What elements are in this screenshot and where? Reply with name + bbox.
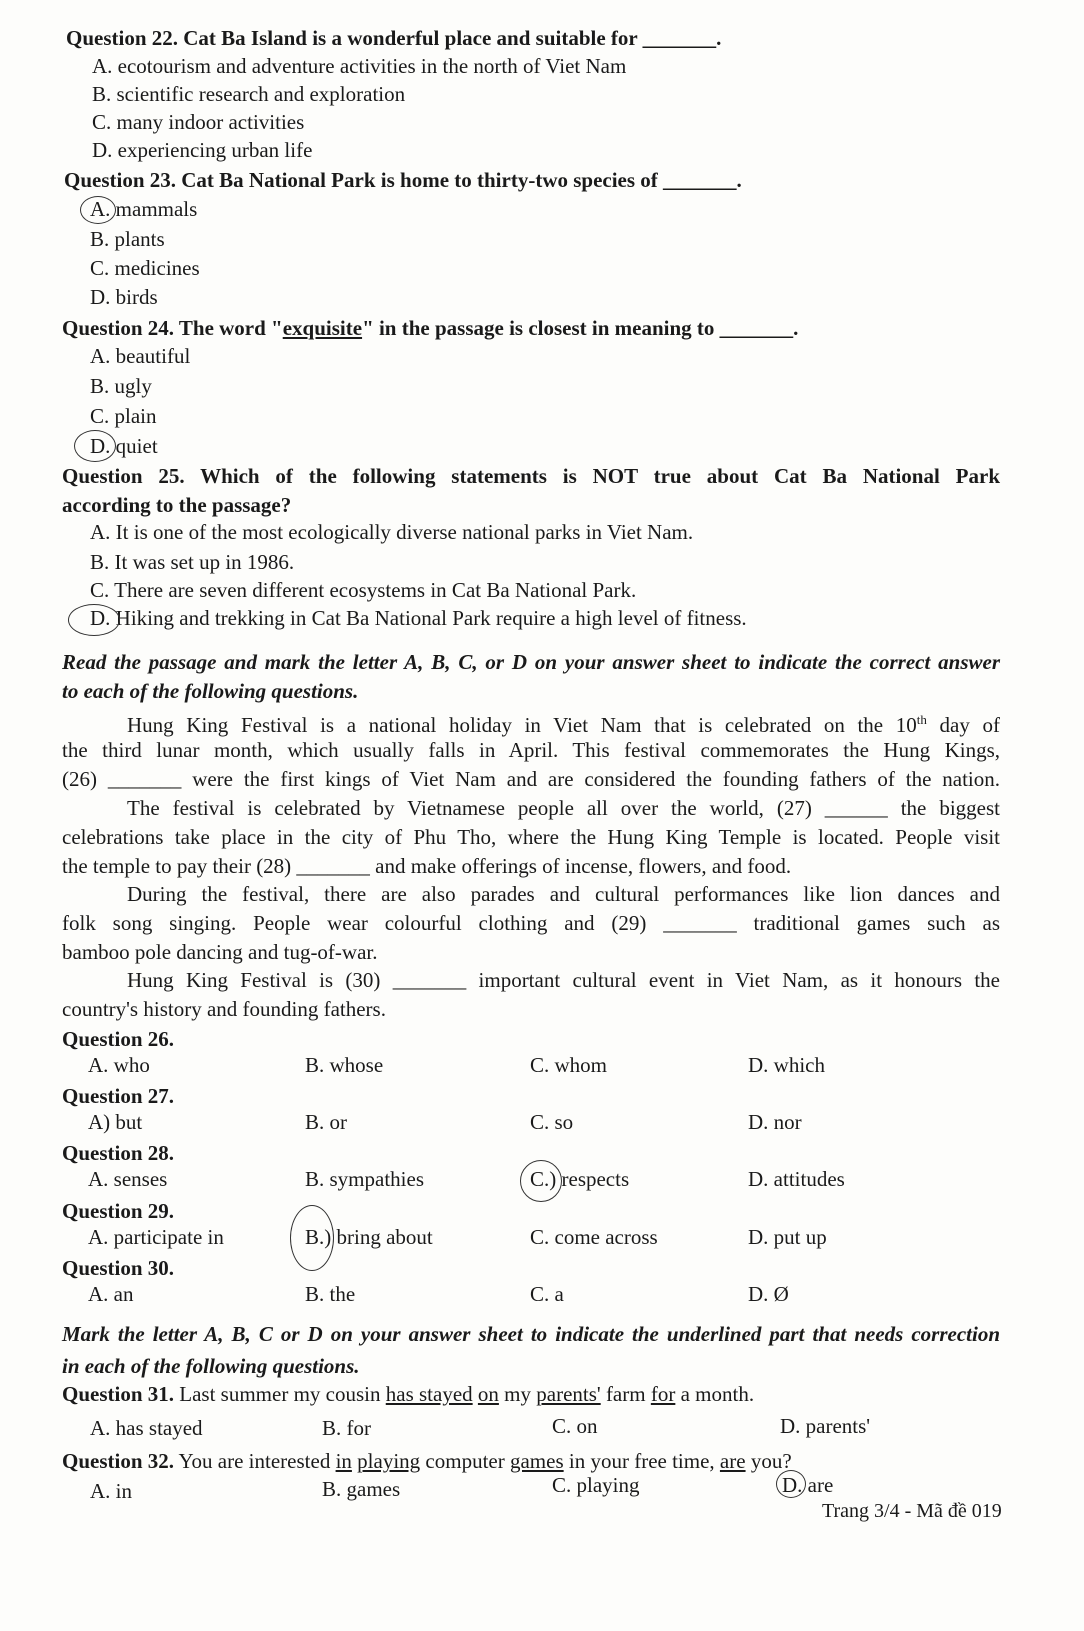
- passage-line: bamboo pole dancing and tug-of-war.: [62, 940, 378, 964]
- pen-circle-mark: [74, 430, 116, 462]
- question-24: Question 24. The word "exquisite" in the passage is closest in meaning to _______.: [62, 316, 799, 340]
- option: B. for: [322, 1416, 371, 1440]
- question-29: Question 29.: [62, 1199, 175, 1223]
- option: D. attitudes: [748, 1167, 845, 1191]
- pen-circle-mark: [80, 196, 116, 224]
- option: A. has stayed: [90, 1416, 203, 1440]
- option: B. plants: [90, 227, 165, 251]
- option: C.) respects: [530, 1167, 630, 1191]
- option: A. who: [88, 1053, 150, 1077]
- passage-line: the temple to pay their (28) _______ and make offerings of incense, flowers, and food.: [62, 854, 792, 878]
- question-26: Question 26.: [62, 1027, 175, 1051]
- option: A. in: [90, 1479, 132, 1503]
- passage-line: Hung King Festival is (30) _______ important cultural event in Viet Nam, as it honours the: [127, 968, 1000, 992]
- option: C. so: [530, 1110, 574, 1134]
- option: B. It was set up in 1986.: [90, 550, 295, 574]
- option: A. senses: [88, 1167, 168, 1191]
- option: C. There are seven different ecosystems in Cat Ba National Park.: [90, 578, 637, 602]
- passage-line: Hung King Festival is a national holiday in Viet Nam that is celebrated on the 10th day of: [127, 712, 1000, 737]
- option: C. plain: [90, 404, 157, 428]
- option: D. birds: [90, 285, 158, 309]
- option: D. quiet: [90, 434, 158, 458]
- option: B. sympathies: [305, 1167, 424, 1191]
- option: D. Hiking and trekking in Cat Ba National Park require a high level of fitness.: [90, 606, 747, 630]
- pen-circle-mark: [776, 1470, 806, 1498]
- option: C. whom: [530, 1053, 608, 1077]
- option: A. an: [88, 1282, 134, 1306]
- pen-circle-mark: [68, 604, 120, 636]
- option: B. scientific research and exploration: [92, 82, 406, 106]
- instruction: to each of the following questions.: [62, 679, 359, 703]
- question-23: Question 23. Cat Ba National Park is home to thirty-two species of _______.: [64, 168, 742, 192]
- passage-line: (26) _______ were the first kings of Viet Nam and are considered the founding fathers of the nation.: [62, 767, 1000, 791]
- option: A. ecotourism and adventure activities in the north of Viet Nam: [92, 54, 627, 78]
- pen-circle-mark: [520, 1160, 562, 1202]
- option: B. whose: [305, 1053, 384, 1077]
- instruction: Read the passage and mark the letter A, B, C, or D on your answer sheet to indicate the correct answer: [62, 650, 1000, 674]
- question-22: Question 22. Cat Ba Island is a wonderful place and suitable for _______.: [66, 26, 722, 50]
- option: C. a: [530, 1282, 564, 1306]
- option: D. are: [782, 1473, 834, 1497]
- option: B. games: [322, 1477, 401, 1501]
- option: B. the: [305, 1282, 356, 1306]
- passage-line: country's history and founding fathers.: [62, 997, 386, 1021]
- option: C. many indoor activities: [92, 110, 305, 134]
- option: D. which: [748, 1053, 825, 1077]
- option: A. participate in: [88, 1225, 224, 1249]
- question-32: Question 32. You are interested in playing computer games in your free time, are you?: [62, 1449, 792, 1473]
- page-footer: Trang 3/4 - Mã đề 019: [822, 1500, 1002, 1522]
- question-30: Question 30.: [62, 1256, 175, 1280]
- option: C. playing: [552, 1473, 640, 1497]
- option: C. on: [552, 1414, 598, 1438]
- option: A) but: [88, 1110, 143, 1134]
- option: B.) bring about: [305, 1225, 433, 1249]
- passage-line: the third lunar month, which usually falls in April. This festival commemorates the Hung Kings,: [62, 738, 1000, 762]
- option: C. come across: [530, 1225, 658, 1249]
- passage-line: The festival is celebrated by Vietnamese people all over the world, (27) ______ the biggest: [127, 796, 1000, 820]
- instruction: Mark the letter A, B, C or D on your answer sheet to indicate the underlined part that needs correction: [62, 1322, 1000, 1346]
- option: D. nor: [748, 1110, 802, 1134]
- option: B. ugly: [90, 374, 152, 398]
- question-27: Question 27.: [62, 1084, 175, 1108]
- option: D. put up: [748, 1225, 827, 1249]
- passage-line: celebrations take place in the city of Phu Tho, where the Hung King Temple is located. People visit: [62, 825, 1000, 849]
- option: B. or: [305, 1110, 347, 1134]
- option: A. beautiful: [90, 344, 191, 368]
- instruction: in each of the following questions.: [62, 1354, 360, 1378]
- question-25-cont: according to the passage?: [62, 493, 292, 517]
- option: D. experiencing urban life: [92, 138, 313, 162]
- question-28: Question 28.: [62, 1141, 175, 1165]
- option: A. mammals: [90, 197, 198, 221]
- question-31: Question 31. Last summer my cousin has stayed on my parents' farm for a month.: [62, 1382, 755, 1406]
- option: C. medicines: [90, 256, 200, 280]
- passage-line: During the festival, there are also parades and cultural performances like lion dances and: [127, 882, 1000, 906]
- option: D. parents': [780, 1414, 871, 1438]
- passage-line: folk song singing. People wear colourful clothing and (29) _______ traditional games such as: [62, 911, 1000, 935]
- option: A. It is one of the most ecologically diverse national parks in Viet Nam.: [90, 520, 694, 544]
- option: D. Ø: [748, 1282, 789, 1306]
- pen-circle-mark: [290, 1205, 334, 1271]
- question-25: Question 25. Which of the following statements is NOT true about Cat Ba National Park: [62, 464, 1000, 488]
